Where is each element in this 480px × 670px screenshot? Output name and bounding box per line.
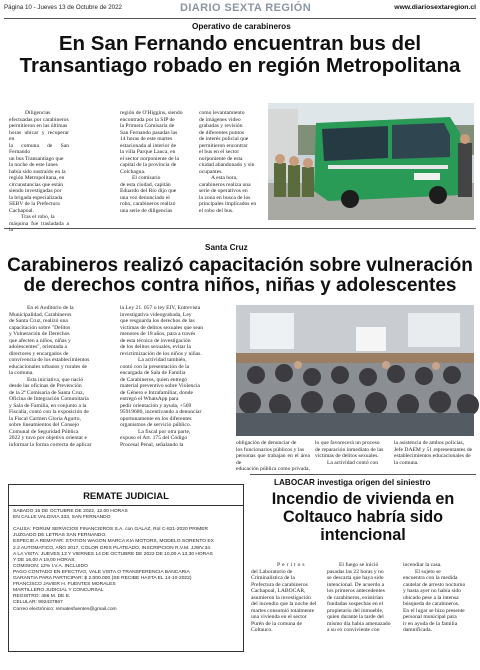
remate-judicial-box [8,484,244,652]
section-rule-1 [4,228,476,229]
bus-photo [268,103,474,220]
story1-headline-line2: Transantiago robado en región Metropolitana [19,54,461,77]
header-rule [4,18,476,19]
story3-column-1: Peritos del Laboratorio de Criminalística de la Prefectura de carabineros Cachapoal, LABOCAR, asumieron la investigación del incendio que la noche del martes consumió totalmente una vivienda en el sector Purén de la comuna de Coltauco. [251,562,317,633]
story1-headline-line1: En San Fernando encuentran bus del [58,32,422,55]
page-header [4,3,476,17]
story2-under-photo-1: obligación de denunciar de los funcionarios públicos y las personas que trabajan en el área de educación pública como privada, [236,440,310,472]
story3-headline-line1: Incendio de vivienda en [271,490,455,508]
bus-shape [314,117,462,208]
story3-headline-line2: Coltauco habría sido [282,508,444,526]
story2-column-1: En el Auditorio de la Municipalidad, Carabineros de Santa Cruz, realizó una capacitación sobre "Delitos y Vulneración de Derechos que afecten a niños, niñas y adolescentes", orientada a directores y encargados de convivencia de los establecimientos educacionales urbanos y rurales de la comuna. Esta iniciativa, que nació desde las oficinas de Prevención de la 2ª Comisaría de Santa Cruz, Oficina de Integración Comunitaria y Sala de Familia, en conjunto a la Fiscalía, contó con la exposición de la Fiscal Carmen Gloria Agurto, sobre lineamientos del Consejo Comunal de Seguridad Pública 2022 y tuvo por objetivo orientar e informar la forma correcta de aplicar [9,305,92,448]
section-rule-2 [250,474,476,475]
story3-headline-line3: intencional [320,526,406,544]
story3-column-3: incendiar la casa. El sujeto se encuentra con la medida cautelar de arresto nocturno y hasta ayer no había sido ubicado pese a la intensa búsqueda de carabineros. En el lugar se hizo presente personal municipal para ir en ayuda de la familia damnificada. [403,562,466,633]
story2-under-photo-2: lo que favorecerá un proceso de reparación inmediato de las víctimas de delitos sexuales. La actividad contó con [315,440,384,466]
story1-column-2: región de O'Higgins, siendo encontrada por la SIP de la Primera Comisaría de San Fernando pasadas las 14 horas de este martes estacionada al interior de la villa Parque Lauca, en el sector norponiente de la capital de la provincia de Colchagua. El comisario de esta ciudad, capitán Eduardo del Río dijo que una vez denunciado el robo, carabineros realizó una serie de diligencias [120,110,183,214]
story2-headline-line1: Carabineros realizó capacitación sobre vulneración [7,255,473,276]
site-url[interactable]: www.diariosextaregion.cl [394,4,476,11]
story3-column-2: El fuego se inició pasadas las 22 horas y no se descarta que haya sido intencional. De acuerdo a los primeros antecedentes de carabineros, existirían fundadas sospechas en el propietario del inmueble, quien durante la tarde del mismo día había amenazado a su ex conviviente con [327,562,391,633]
story1-kicker: Operativo de carabineros [192,22,291,31]
story1-column-1: Diligencias efectuadas por carabineros permitieron en las últimas horas ubicar y recuperar en la comuna de San Fernando un bus Transantiago que la noche de este lunes había sido sustraído en la región Metropolitana, en circunstancias que están siendo investigadas por la brigada especializada SEBV de la Prefectura Cachapoal. Tras el robo, la máquina fue trasladada a la [9,110,69,233]
story2-under-photo-3: la asistencia de ambos policías, Jefe DAEM y 51 representantes de establecimientos educacionales de la comuna. [394,440,473,466]
story2-column-2: la Ley 21. 057 o ley EIV, Entrevista investigativa videograbada, Ley que resguarda los derechos de las víctimas de delitos sexuales que sean menores de 18 años, para a través de esta técnica de investigación de los delitos sexuales, evitar la revictimización de los niños y niñas. La actividad también, contó con la presentación de la encargada de Sala de Familia de Carabineros, quien entregó material preventivo sobre Violencia de Género e Intrafamiliar, donde entregó el WhatsApp para pedir orientación y ayuda, +569 95919680, incentivando a denunciar oportunamente en los diferentes organismos de servicio público. La fiscal por otra parte, expuso el Art. 175 del Código Procesal Penal, señalando la [120,305,204,448]
story1-column-3: como levantamiento de imágenes video grabadas y revisión de diferentes puntos de interés policial que permitieron encontrar el bus en el sector norponiente de esta ciudad abandonado y sin ocupantes. A esta hora, carabineros realiza una serie de operativos en la zona en busca de los principales implicados en el robo del bus. [199,110,257,214]
story2-kicker: Santa Cruz [205,243,248,252]
page-info: Página 10 - Jueves 13 de Octubre de 2022 [4,4,122,11]
auditorium-photo [236,305,474,436]
masthead-logo: DIARIO SEXTA REGIÓN [180,2,312,14]
remate-title: REMATE JUDICIAL [83,491,169,502]
remate-body: SABADO 15 DE OCTUBRE DE 2022, 12.00 HORAS EN CALLE VALDIVIA 333, SAN FERNANDO CAUSA: FORUM SERVICIOS FINANCIEROS S.A. con GALAZ, Rol C-821-2020 PRIMER JUZGADO DE LETRAS SAN FERNANDO. ESPECIE A REMATAR: STATION WAGON MARCA KIA MOTORS, MODELO SORENTO EX 2.2 AUTOMATICO, AÑO 2017, COLOR GRIS PLATEADO, INSCRIPCION R.V.M. JJWV.34. A LA VISTA: JUEVES 13 Y VIERNES 14 DE OCTUBRE DE 2022 DE 10,00 A 13,30 HORAS Y DE 16,00 A 19,00 HORAS. COMISION: 12% I.V.A. INCLUIDO PAGO CONTADO EN EFECTIVO, VALE VISTA O TRANSFERENCIA BANCARIA GARANTIA PARA PARTICIPAR: $ 2.000.000 (SE RECIBE HASTA EL 14-10-2022) FRANCISCO JAVIER H. FUENTES MORALES MARTILLERO JUDICIAL Y CONCURSAL REGISTRO: 456 M. DE E. CELULAR: 992437867 Correo electrónico: rematesfuentes@gmail.com [13,509,241,613]
remate-title-rule [9,505,243,506]
story2-headline-line2: de derechos contra niños, niñas y adolescentes [23,275,457,296]
story3-kicker: LABOCAR investiga origen del siniestro [274,478,431,487]
remate-email[interactable]: Correo electrónico: rematesfuentes@gmail.com [13,606,117,612]
